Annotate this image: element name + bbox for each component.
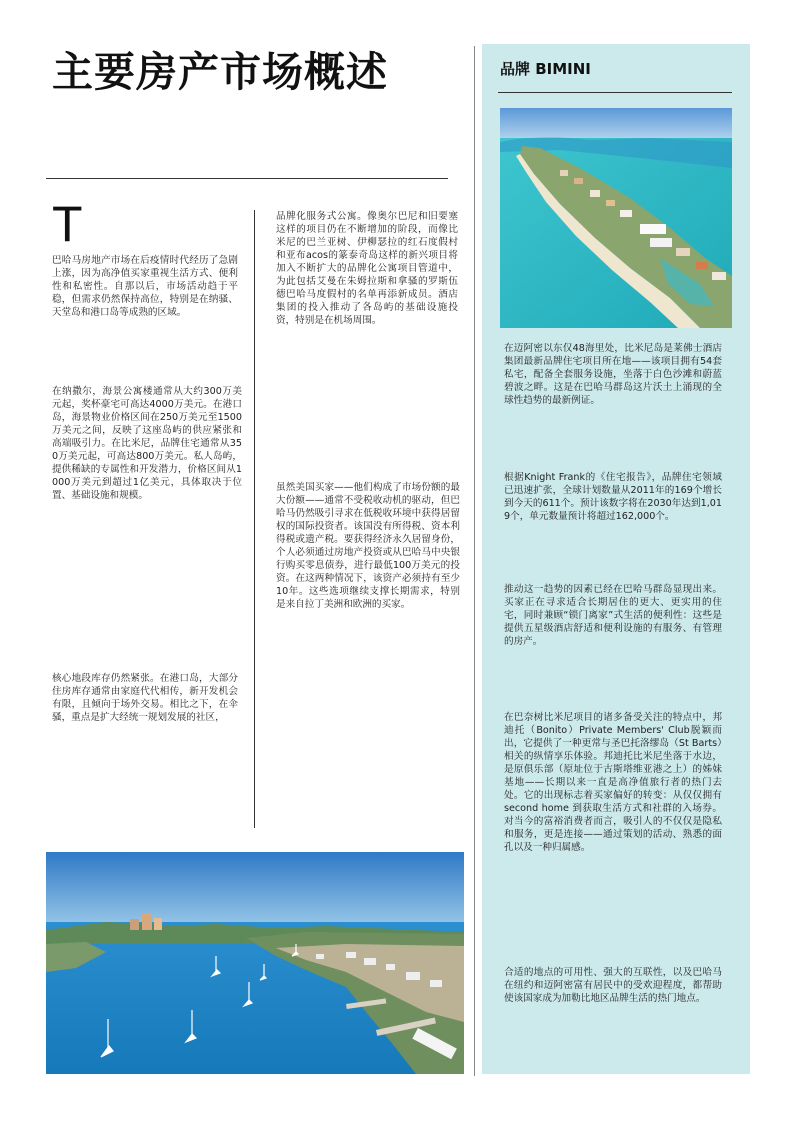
column-divider (254, 210, 255, 828)
intro-paragraph-1: 巴哈马房地产市场在后疫情时代经历了急剧上涨，因为高净值买家重视生活方式、便利性和私密性。自那以后，市场活动趋于平稳，但需求仍然保持高位，特别是在纳骚、天堂岛和港口岛等成熟的区域。 (52, 255, 238, 318)
sidebar-paragraph-5: 合适的地点的可用性、强大的互联性，以及巴哈马在纽约和迈阿密富有居民中的受欢迎程度，都帮助使该国家成为加勒比地区品牌生活的热门地点。 (504, 967, 722, 1004)
intro-paragraph-2: 在纳撒尔，海景公寓楼通常从大约300万美元起，奖杯豪宅可高达4000万美元。在港口岛，海景物业价格区间在250万美元至1500万美元之间，反映了这座岛屿的供应紧张和高端吸引力。在比米尼，品牌住宅通常从350万美元起，可高达800万美元。私人岛屿，提供稀缺的专属性和开发潜力，价格区间从1000万美元到超过1亿美元，具体取决于位置、基础设施和规模。 (52, 386, 242, 501)
sidebar-paragraph-2: 根据Knight Frank的《住宅报告》，品牌住宅领域已迅速扩张，全球计划数量从2011年的169个增长到今天的611个。预计该数字将在2030年达到1,019个，单元数量预计将超过162,000个。 (504, 472, 722, 522)
sidebar-paragraph-3: 推动这一趋势的因素已经在巴哈马群岛显现出来。买家正在寻求适合长期居住的更大、更实用的住宅，同时兼顾“锁门离家”式生活的便利性：这些是提供五星级酒店舒适和便利设施的有服务、有管理的房产。 (504, 584, 722, 647)
sidebar-title: 品牌 BIMINI (500, 60, 591, 78)
drop-cap: T (52, 196, 83, 252)
sidebar-paragraph-4: 在巴奈树比米尼项目的诸多备受关注的特点中，邦迪托（Bonito）Private Members' Club脱颖而出，它提供了一种更常与圣巴托洛缪岛（St Barts）相关的纵情享乐体验。邦迪托比米尼坐落于水边，是原俱乐部（原址位于古斯塔维亚港之上）的姊妹基地——长期以来一直是高净值旅行者的热门去处。它的出现标志着买家偏好的转变：从仅仅拥有 second home 到获取生活方式和社群的入场券。对当今的富裕消费者而言，吸引人的不仅仅是隐私和服务，更是连接——通过策划的活动、熟悉的面孔以及一种归属感。 (504, 712, 722, 853)
intro-paragraph-4: 品牌化服务式公寓。像奥尔巴尼和旧要塞这样的项目仍在不断增加的阶段，而像比米尼的巴兰亚树、伊柳瑟拉的红石度假村和亚布acos的篆泰奇岛这样的新兴项目将加入不断扩大的品牌化公寓项目管道中，为此包括艾曼在朱姆拉斯和拿骚的罗斯伍德巴哈马度假村的名单再添新成员。酒店集团的投入推动了各岛屿的基础设施投资，特别是在机场周围。 (276, 211, 458, 326)
sidebar-title-divider (498, 92, 732, 93)
harbor-aerial-photo (46, 852, 464, 1074)
sidebar-paragraph-1: 在迈阿密以东仅48海里处，比米尼岛是莱佛士酒店集团最新品牌住宅项目所在地——该项目拥有54套私宅，配备全套服务设施，坐落于白色沙滩和蔚蓝碧波之畔。这是在巴哈马群岛这片沃土上涌现的全球性趋势的最新例证。 (504, 343, 722, 406)
title-divider (46, 178, 448, 179)
intro-paragraph-3: 核心地段库存仍然紧张。在港口岛，大部分住房库存通常由家庭代代相传，新开发机会有限，且倾向于场外交易。相比之下，在伞骚，重点是扩大经统一规划发展的社区， (52, 673, 238, 723)
page-divider (474, 46, 475, 1076)
page-title: 主要房产市场概述 (52, 48, 388, 96)
intro-paragraph-5: 虽然美国买家——他们构成了市场份额的最大份额——通常不受税收动机的驱动，但巴哈马仍然吸引寻求在低税收环境中获得居留权的国际投资者。该国没有所得税、资本利得税或遗产税。要获得经济永久居留身份，个人必须通过房地产投资或从巴哈马中央银行购买零息债券，进行最低100万美元的投资。在这两种情况下，该资产必须持有至少10年。这些选项继续支撑长期需求，特别是来自拉丁美洲和欧洲的买家。 (276, 482, 460, 610)
bimini-aerial-photo (500, 108, 732, 328)
